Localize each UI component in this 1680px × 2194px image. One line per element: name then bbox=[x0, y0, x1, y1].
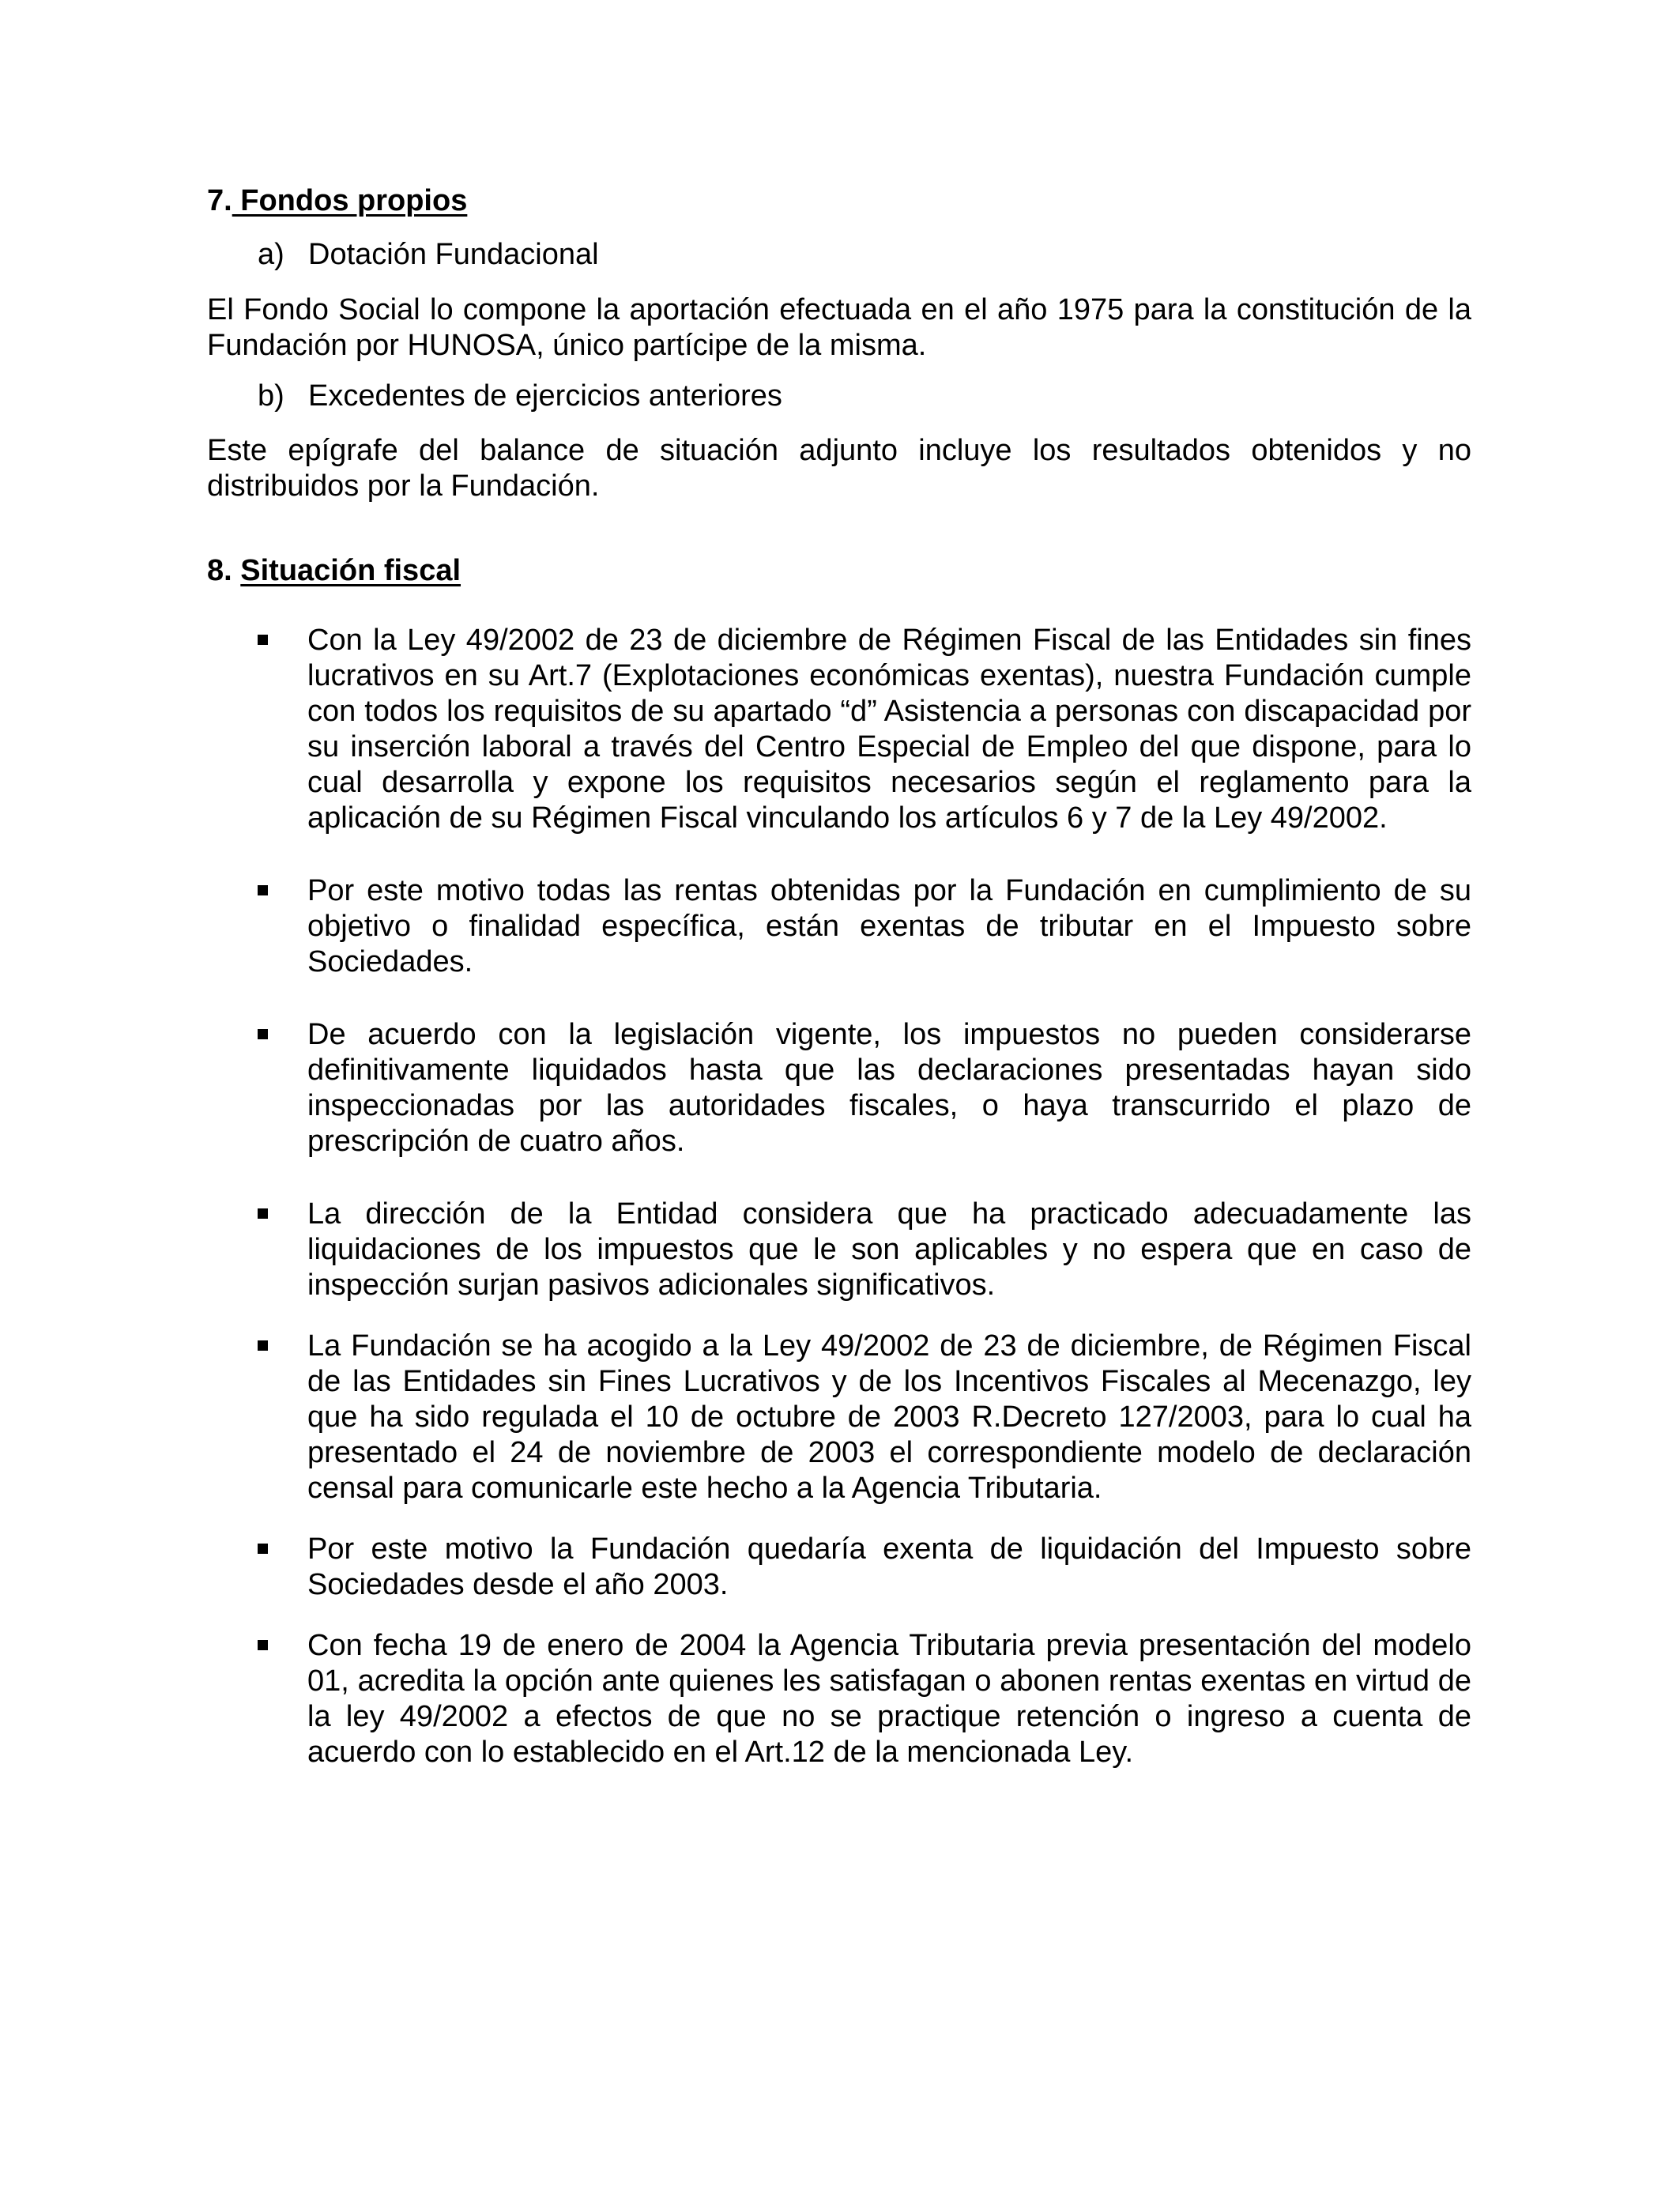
square-bullet-icon bbox=[258, 1208, 268, 1219]
square-bullet-icon bbox=[258, 635, 268, 645]
list-item-text: La Fundación se ha acogido a la Ley 49/2002 de 23 de diciembre, de Régimen Fiscal de las Entidades sin Fines Lucrativos y de los Incentivos Fiscales al Mecenazgo, ley que ha sido regulada el 10 de octubre de 2003 R.Decreto 127/2003, para lo cual ha presentado el 24 de noviembre de 2003 el correspondiente modelo de declaración censal para comunicarle este hecho a la Agencia Tributaria. bbox=[307, 1329, 1471, 1505]
section-8-heading bbox=[207, 553, 1471, 598]
list-item bbox=[207, 873, 1471, 980]
list-item bbox=[207, 1532, 1471, 1603]
list-item bbox=[207, 1628, 1471, 1770]
list-item-text: De acuerdo con la legislación vigente, los impuestos no pueden considerarse definitivamente liquidados hasta que las declaraciones presentadas hayan sido inspeccionadas por las autoridades fiscales, o haya transcurrido el plazo de prescripción de cuatro años. bbox=[307, 1018, 1471, 1158]
subsection-a-letter: a) bbox=[258, 238, 284, 271]
square-bullet-icon bbox=[258, 885, 268, 895]
section-8-title: Situación fiscal bbox=[240, 554, 461, 587]
subsection-b-letter: b) bbox=[258, 379, 284, 413]
subsection-b-label: Excedentes de ejercicios anteriores bbox=[308, 379, 782, 413]
square-bullet-icon bbox=[258, 1544, 268, 1554]
section-7-heading bbox=[207, 183, 1471, 228]
list-item-text: Por este motivo todas las rentas obtenidas por la Fundación en cumplimiento de su objetivo o finalidad específica, están exentas de tributar en el Impuesto sobre Sociedades. bbox=[307, 874, 1471, 978]
square-bullet-icon bbox=[258, 1340, 268, 1351]
section-7-number: 7. bbox=[207, 184, 232, 217]
square-bullet-icon bbox=[258, 1640, 268, 1650]
list-item bbox=[207, 623, 1471, 836]
page-content bbox=[207, 183, 1471, 1770]
list-item-text: Con la Ley 49/2002 de 23 de diciembre de Régimen Fiscal de las Entidades sin fines lucrativos en su Art.7 (Explotaciones económicas exentas), nuestra Fundación cumple con todos los requisitos de su apartado “d” Asistencia a personas con discapacidad por su inserción laboral a través del Centro Especial de Empleo del que dispone, para lo cual desarrolla y expone los requisitos necesarios según el reglamento para la aplicación de su Régimen Fiscal vinculando los artículos 6 y 7 de la Ley 49/2002. bbox=[307, 624, 1471, 835]
subsection-a-label: Dotación Fundacional bbox=[308, 238, 599, 271]
square-bullet-icon bbox=[258, 1029, 268, 1039]
list-item bbox=[207, 1329, 1471, 1506]
list-item bbox=[207, 1197, 1471, 1303]
list-item bbox=[207, 1017, 1471, 1159]
subsection-a bbox=[207, 237, 1471, 273]
section-7-title: Fondos propios bbox=[232, 184, 468, 217]
subsection-b bbox=[207, 379, 1471, 414]
fiscal-bullet-list bbox=[207, 623, 1471, 1770]
list-item-text: La dirección de la Entidad considera que ha practicado adecuadamente las liquidaciones de los impuestos que le son aplicables y no espera que en caso de inspección surjan pasivos adicionales significativos. bbox=[307, 1197, 1471, 1302]
list-item-text: Por este motivo la Fundación quedaría exenta de liquidación del Impuesto sobre Sociedades desde el año 2003. bbox=[307, 1532, 1471, 1601]
section-8-number: 8. bbox=[207, 554, 232, 587]
list-item-text: Con fecha 19 de enero de 2004 la Agencia Tributaria previa presentación del modelo 01, acredita la opción ante quienes les satisfagan o abonen rentas exentas en virtud de la ley 49/2002 a efectos de que no se practique retención o ingreso a cuenta de acuerdo con lo establecido en el Art.12 de la mencionada Ley. bbox=[307, 1629, 1471, 1769]
paragraph-fondo-social: El Fondo Social lo compone la aportación efectuada en el año 1975 para la constitución de la Fundación por HUNOSA, único partícipe de la misma. bbox=[207, 293, 1471, 362]
paragraph-excedentes: Este epígrafe del balance de situación adjunto incluye los resultados obtenidos y no distribuidos por la Fundación. bbox=[207, 434, 1471, 503]
